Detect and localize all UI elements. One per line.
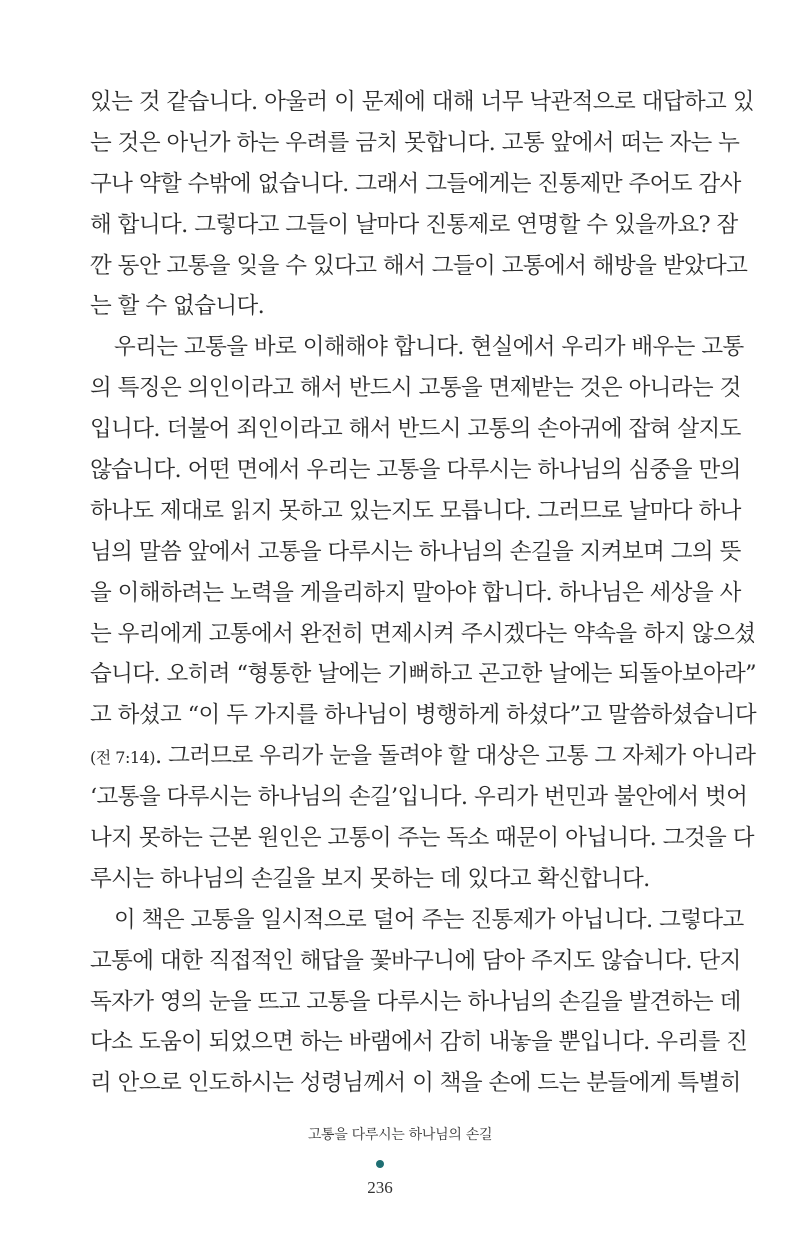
page-number: 236 <box>367 1178 393 1197</box>
text-line: 있는 것 같습니다. 아울러 이 문제에 대해 너무 낙관적으로 대답하고 있 <box>90 89 754 115</box>
text-line: 하나도 제대로 읽지 못하고 있는지도 모릅니다. 그러므로 날마다 하나 <box>90 497 741 524</box>
text-line: 우리는 고통을 바로 이해해야 합니다. 현실에서 우리가 배우는 고통 <box>114 334 744 361</box>
running-footer-title: 고통을 다루시는 하나님의 손길 <box>307 1127 493 1143</box>
body-text <box>90 82 757 1104</box>
text-line-with-reference <box>90 736 756 777</box>
text-line: 루시는 하나님의 손길을 보지 못하는 데 있다고 확신합니다. <box>90 865 650 892</box>
text-line: 이 책은 고통을 일시적으로 덜어 주는 진통제가 아닙니다. 그렇다고 <box>114 906 744 933</box>
text-line: 습니다. 오히려 “형통한 날에는 기뻐하고 곤고한 날에는 되돌아보아라” <box>90 661 757 688</box>
text-line: 고 하셨고 “이 두 가지를 하나님이 병행하게 하셨다”고 말씀하셨습니다 <box>90 702 757 729</box>
text-line: 구나 약할 수밖에 없습니다. 그래서 그들에게는 진통제만 주어도 감사 <box>90 170 741 197</box>
text-line: 않습니다. 어떤 면에서 우리는 고통을 다루시는 하나님의 심중을 만의 <box>90 457 741 484</box>
reference-line-text: . 그러므로 우리가 눈을 돌려야 할 대상은 고통 그 자체가 아니라 <box>154 743 756 770</box>
text-line: 는 우리에게 고통에서 완전히 면제시켜 주시겠다는 약속을 하지 않으셨 <box>90 620 756 647</box>
text-line: 님의 말씀 앞에서 고통을 다루시는 하나님의 손길을 지켜보며 그의 뜻 <box>90 538 741 565</box>
text-line: 입니다. 더불어 죄인이라고 해서 반드시 고통의 손아귀에 잡혀 살지도 <box>90 416 741 443</box>
text-line: 독자가 영의 눈을 뜨고 고통을 다루시는 하나님의 손길을 발견하는 데 <box>90 988 741 1015</box>
text-line: 는 할 수 없습니다. <box>90 293 265 320</box>
text-line: 리 안으로 인도하시는 성령님께서 이 책을 손에 드는 분들에게 특별히 <box>90 1070 741 1097</box>
scripture-reference: (전 7:14) <box>90 748 155 768</box>
text-line: ‘고통을 다루시는 하나님의 손길’입니다. 우리가 번민과 불안에서 벗어 <box>90 784 748 811</box>
text-line: 해 합니다. 그렇다고 그들이 날마다 진통제로 연명할 수 있을까요? 잠 <box>90 211 738 238</box>
footer-dot-ornament <box>376 1160 384 1168</box>
text-line: 깐 동안 고통을 잊을 수 있다고 해서 그들이 고통에서 해방을 받았다고 <box>90 252 748 279</box>
text-line: 을 이해하려는 노력을 게을리하지 말아야 합니다. 하나님은 세상을 사 <box>90 579 741 606</box>
text-line: 다소 도움이 되었으면 하는 바램에서 감히 내놓을 뿐입니다. 우리를 진 <box>90 1029 748 1056</box>
text-line: 나지 못하는 근본 원인은 고통이 주는 독소 때문이 아닙니다. 그것을 다 <box>90 825 754 852</box>
text-line: 는 것은 아닌가 하는 우려를 금치 못합니다. 고통 앞에서 떠는 자는 누 <box>90 129 740 156</box>
text-line: 고통에 대한 직접적인 해답을 꽃바구니에 담아 주지도 않습니다. 단지 <box>90 947 741 974</box>
text-line: 의 특징은 의인이라고 해서 반드시 고통을 면제받는 것은 아니라는 것 <box>90 375 741 402</box>
